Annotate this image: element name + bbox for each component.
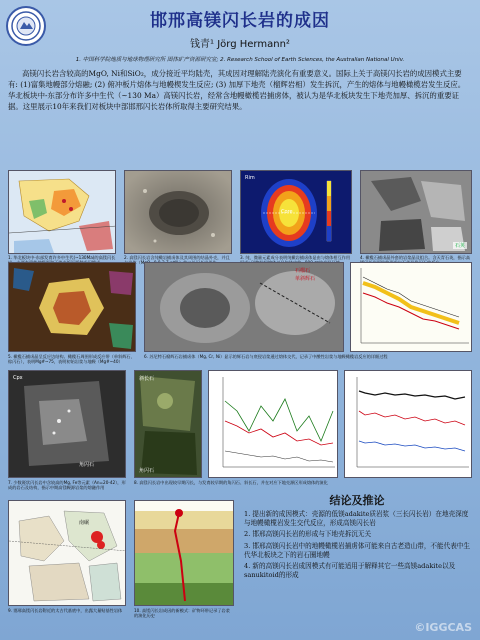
- cpx-label: 单斜辉石: [295, 276, 316, 282]
- conclusions-list: [244, 510, 470, 582]
- figure-8-chart-b: [344, 370, 472, 478]
- conclusions-section: [240, 492, 474, 638]
- figure-6-caption: 6. 苏尼特石榴辉石岩捕虏体（Mg, Cr, Ni）显示的辉石岩与底侵岩浆通过熔体交代，记录了中酸性岩浆与地幔橄榄岩反应的详细过程: [144, 354, 388, 359]
- figure-3-map: [240, 170, 352, 254]
- figure-8-chart-a: [208, 370, 338, 478]
- figure-8-micrograph: [134, 370, 202, 478]
- figure-7-caption: 7. 少数斑状闪长岩中含较高的Mg, Fe等元素（An=20-42），形成的岩石及结构，指示中期高镁幔源岩浆的熔融作用: [8, 480, 126, 491]
- quartz-label: 石英: [454, 243, 465, 249]
- figure-9-map: [8, 500, 126, 606]
- fig9-place-label: 南碾: [79, 520, 90, 526]
- conclusions-title: 结论及推论: [329, 494, 385, 507]
- figure-2-photo: [124, 170, 232, 254]
- fig8-plag-label: 斜长石: [139, 376, 155, 382]
- figure-8-caption: 8. 高镁闪长岩中出现较早期闪长，与发育较早期的角闪石、斜长石，并在对应下地壳源区形成熔体的演化: [134, 480, 328, 485]
- conclusion-item: 3. 邯邢高镁闪长岩中的地幔橄榄岩捕虏体可能来自古老造山带，不能代表中生代华北板块之下的岩石圈地幔: [244, 541, 470, 559]
- authors: 钱青¹ Jörg Hermann²: [190, 39, 290, 50]
- figure-6-micrograph: [144, 262, 344, 352]
- figure-6b-chart: [350, 262, 472, 352]
- core-label: Core: [281, 209, 293, 215]
- watermark: ©IGGCAS: [414, 621, 472, 634]
- figure-2-caption: 2. 高镁闪长岩含纯橄岩捕虏体及其周围的结晶外壳，并且 体（M: [124, 255, 230, 266]
- figure-1-map: [8, 170, 116, 254]
- fig8-amph-label: 角闪石: [139, 468, 155, 474]
- rim-label: Rim: [245, 175, 255, 181]
- figure-10-caption: 10. 高镁闪长岩成因的新模式：矿物环带记录了岩浆的演化历史: [134, 608, 230, 619]
- abstract: 高镁闪长岩含较高的MgO, Ni和SiO₂，成分接近平均陆壳，其成因对理解陆壳演化有重要意义。国际上关于高镁闪长岩的成因模式主要有: (1)富集地幔部分熔融; (2) 俯冲板片熔体与地幔楔发生反应; (3) 加厚下地壳（榴辉岩相）发生拆沉，产生的熔体与地幔橄榄岩发生反应。华北板块中-东部分布许多中生代（~130 Ma）高镁闪长岩，经常含地幔橄榄岩捕虏体，被认为是华北板块发生下地壳加厚、拆沉的重要证据。这里展示10年来我们对板块中部邯邢闪长岩体所取得主要研究结果。: [8, 69, 466, 111]
- figure-3-caption: 3. 纯、微量元素成分表明纯橄岩捕虏体是由与熔体相互作用: [240, 255, 351, 260]
- figure-1-caption: 1. 华北板块中-东部发育许多中生代(~130Ma)的高镁闪长: [8, 255, 116, 260]
- figure-5-micrograph: [8, 262, 136, 352]
- figure-4-micrograph: [360, 170, 472, 254]
- conclusion-item: 1. 提出新的成因模式：壳源的低镁adakite质岩浆（三长闪长岩）在地壳深度与地幔橄榄岩发生交代反应，形成高镁闪长岩: [244, 510, 469, 528]
- fig7-amph-label: 角闪石: [79, 462, 95, 468]
- figure-5-caption: 5. 橄榄石捕虏晶呈反应边结构。橄榄石周围形成反应带（单斜辉石、棕闪石），表明Mg#~75，表明初始岩浆与地幔（Mg#~40）: [8, 354, 135, 365]
- conclusion-item: 2. 邯邢高镁闪长岩的形成与下地壳拆沉无关: [244, 530, 372, 539]
- poster-title: 邯邢高镁闪长岩的成因: [150, 11, 330, 31]
- figure-7-micrograph: [8, 370, 126, 478]
- figure-9-caption: 9. 邯邢高镁闪长岩附近的太古代基底中，出露大量贴基性岩体: [8, 608, 123, 613]
- fig7-cpx-label: Cpx: [13, 375, 23, 381]
- affiliations: 1. 中国科学院地质与地球物理研究所 固体矿产资源研究室; 2. Research School of Earth Sciences, the Australian National Univ.: [75, 57, 405, 63]
- figure-4-caption: 4. 橄榄石捕虏晶外套的岩浆晶及组合。含天青石英，指示高: [360, 255, 471, 260]
- figure-10-model: [134, 500, 234, 606]
- garnet-label: 石榴石: [295, 268, 311, 274]
- conclusion-item: 4. 新的高镁闪长岩成因模式有可能适用于解释其它一些高镁adakite以及sanukitoid的形成: [244, 562, 456, 580]
